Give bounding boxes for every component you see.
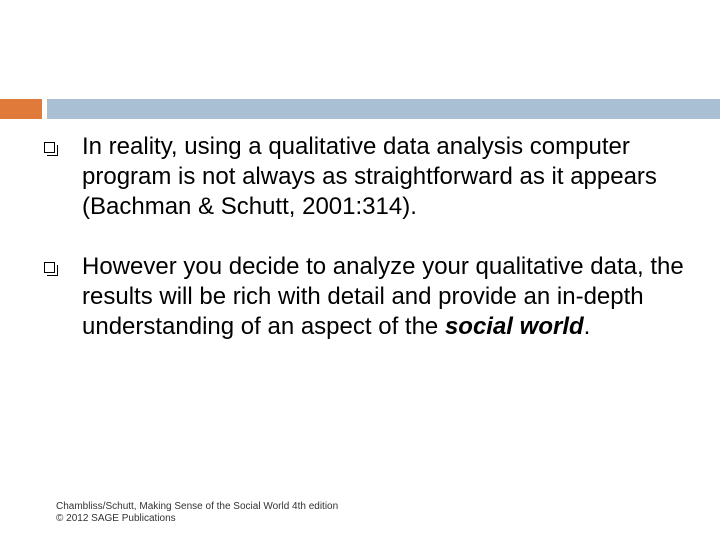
bullet-text-main: However you decide to analyze your qualitative data, the results will be rich with detail and provide an in-depth understanding of an aspect of the <box>82 253 684 340</box>
slide-footer <box>56 501 338 525</box>
bullet-item <box>44 252 694 342</box>
bullet-text-end: . <box>583 313 591 340</box>
title-accent-bar <box>0 99 42 119</box>
hollow-square-bullet-icon <box>44 262 55 273</box>
bullet-list <box>44 132 694 372</box>
title-rule-bar <box>47 99 720 119</box>
bullet-text: In reality, using a qualitative data analysis computer program is not always as straightforward as it appears (Bachman & Schutt, 2001:314). <box>82 133 657 220</box>
footer-copyright: © 2012 SAGE Publications <box>56 513 176 524</box>
bullet-emphasis: social world <box>444 313 584 340</box>
hollow-square-bullet-icon <box>44 142 55 153</box>
bullet-item <box>44 132 694 222</box>
footer-citation: Chambliss/Schutt, Making Sense of the Social World 4th edition <box>56 501 339 512</box>
bullet-text <box>82 253 684 340</box>
